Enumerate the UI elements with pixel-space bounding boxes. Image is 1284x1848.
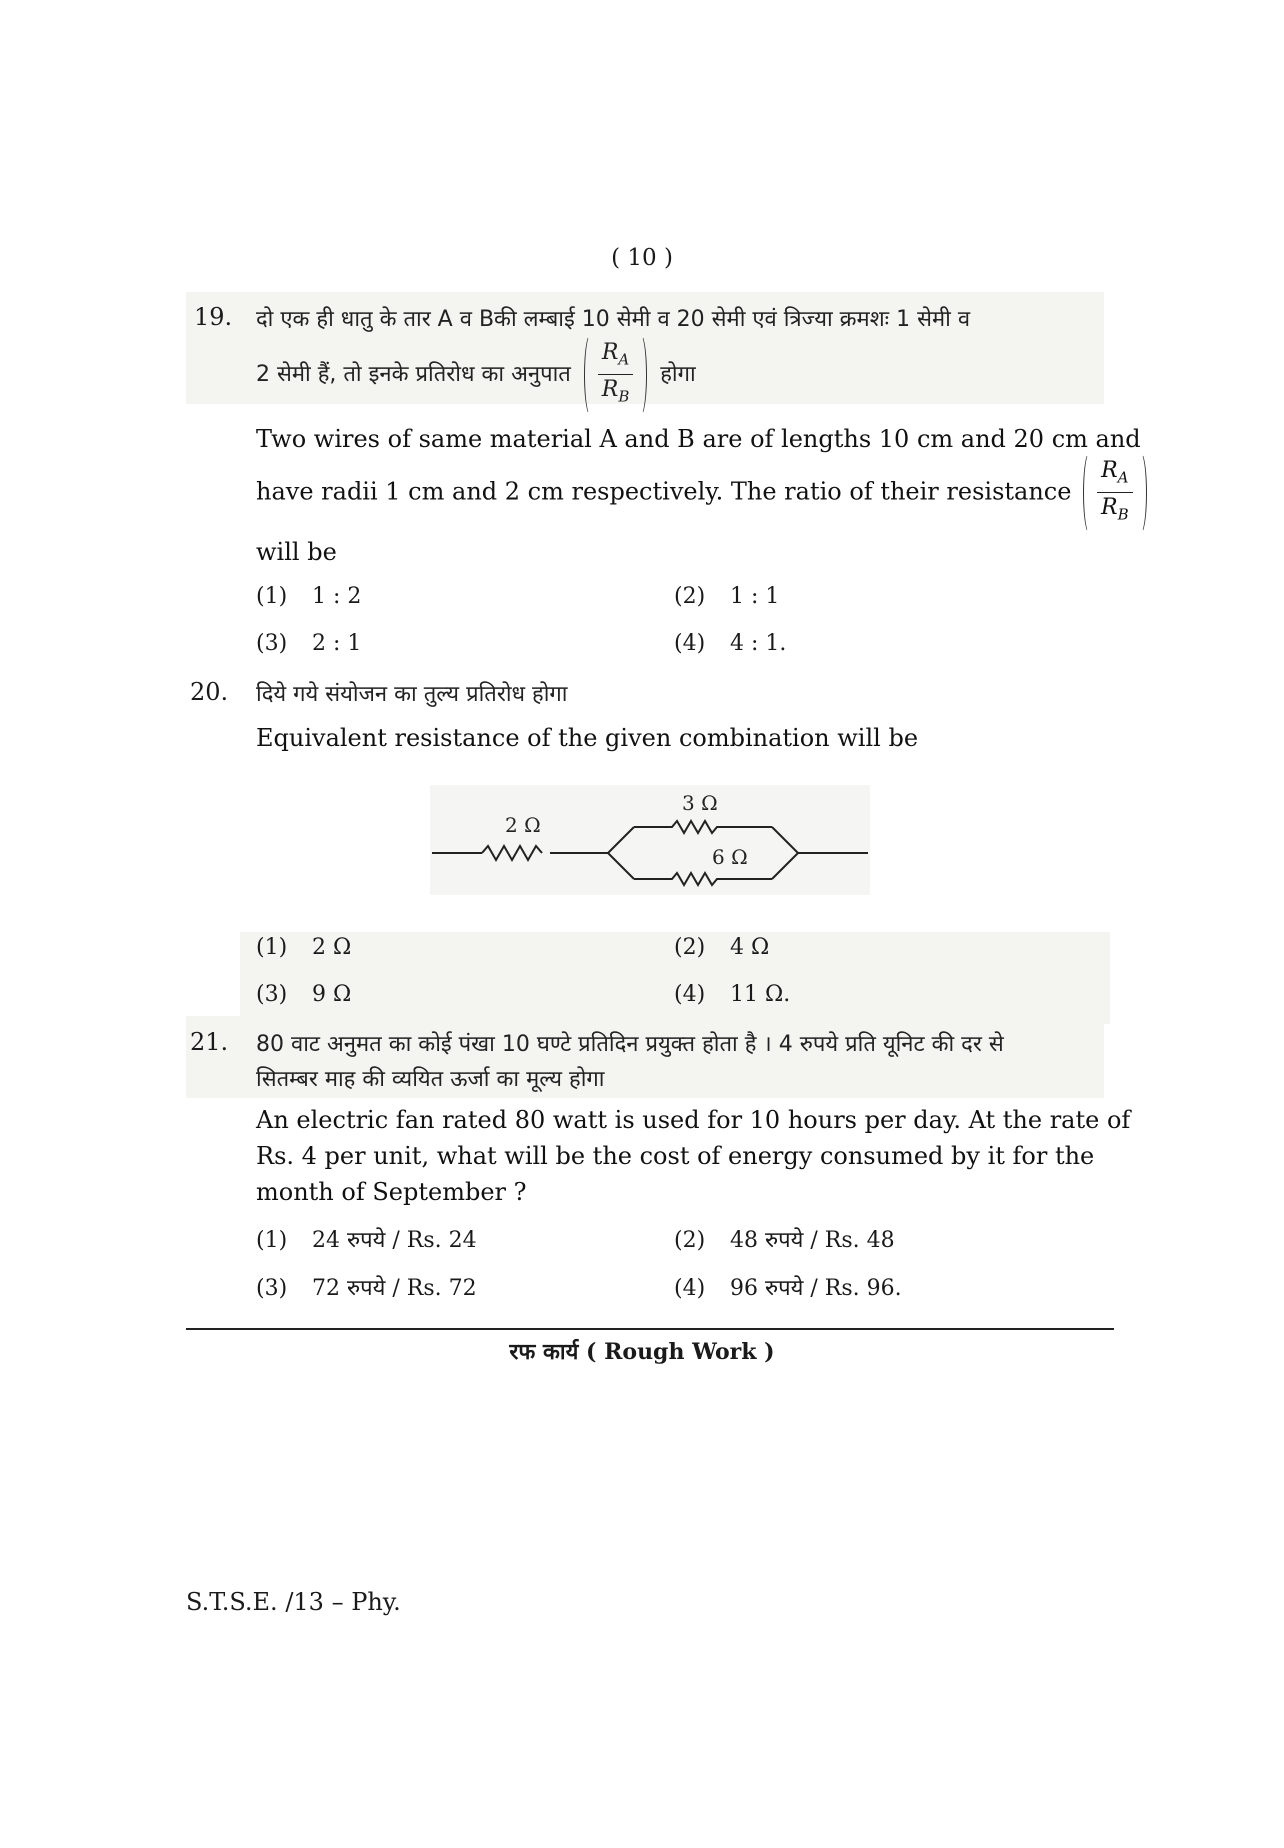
q19-english-line2 <box>256 458 1147 528</box>
q21-english-line3: month of September ? <box>256 1178 527 1206</box>
q21-option-3: (3) 72 रुपये / Rs. 72 <box>256 1276 477 1301</box>
q20-number: 20. <box>190 678 229 706</box>
q19-option-2: (2) 1 : 1 <box>674 584 780 609</box>
circuit-diagram <box>420 780 880 900</box>
q21-number: 21. <box>190 1028 229 1056</box>
rough-work-heading: रफ कार्य ( Rough Work ) <box>509 1339 775 1365</box>
q19-number: 19. <box>194 303 233 331</box>
q19-option-1: (1) 1 : 2 <box>256 584 362 609</box>
q21-hindi-line1: 80 वाट अनुमत का कोई पंखा 10 घण्टे प्रतिदिन प्रयुक्त होता है । 4 रुपये प्रति यूनिट की दर से <box>256 1032 1004 1057</box>
q20-option-3: (3) 9 Ω <box>256 982 352 1007</box>
q19-option-4: (4) 4 : 1. <box>674 631 787 656</box>
q19-english-line1: Two wires of same material A and B are of lengths 10 cm and 20 cm and <box>256 425 1141 453</box>
fraction-den-sub: B <box>618 387 630 406</box>
fraction-num-sub: A <box>1117 468 1129 487</box>
page-number: ( 10 ) <box>611 245 673 271</box>
q21-english-line2: Rs. 4 per unit, what will be the cost of energy consumed by it for the <box>256 1142 1095 1170</box>
q20-option-4: (4) 11 Ω. <box>674 982 791 1007</box>
footer-code: S.T.S.E. /13 – Phy. <box>186 1588 401 1616</box>
q19-english-line3: will be <box>256 538 337 566</box>
q19-hindi-line2-prefix: 2 सेमी हैं, तो इनके प्रतिरोध का अनुपात <box>256 361 571 387</box>
q21-option-4: (4) 96 रुपये / Rs. 96. <box>674 1276 902 1301</box>
fraction-num: R <box>1101 458 1118 483</box>
q21-hindi-line2: सितम्बर माह की व्ययित ऊर्जा का मूल्य होगा <box>256 1067 605 1092</box>
fraction-num-sub: A <box>618 350 630 369</box>
label-2-ohm: 2 Ω <box>505 813 541 837</box>
q19-hindi-line2-suffix: होगा <box>660 361 696 387</box>
q20-option-2: (2) 4 Ω <box>674 935 770 960</box>
divider-line <box>186 1328 1114 1330</box>
q19-option-3: (3) 2 : 1 <box>256 631 362 656</box>
fraction-den: R <box>1100 495 1118 521</box>
q19-english-line2-text: have radii 1 cm and 2 cm respectively. The ratio of their resistance <box>256 477 1072 506</box>
q20-english: Equivalent resistance of the given combination will be <box>256 724 919 752</box>
q19-hindi-line2 <box>256 340 696 410</box>
q20-hindi: दिये गये संयोजन का तुल्य प्रतिरोध होगा <box>256 682 568 707</box>
fraction-den-sub: B <box>1117 505 1129 524</box>
q20-option-1: (1) 2 Ω <box>256 935 352 960</box>
q19-ratio-fraction-hindi <box>584 340 647 410</box>
fraction-den: R <box>601 377 619 403</box>
q21-english-line1: An electric fan rated 80 watt is used for 10 hours per day. At the rate of <box>256 1106 1131 1134</box>
q19-ratio-fraction-english <box>1083 458 1146 528</box>
q19-hindi-line1: दो एक ही धातु के तार A व Bकी लम्बाई 10 सेमी व 20 सेमी एवं त्रिज्या क्रमशः 1 सेमी व <box>256 307 971 332</box>
q21-option-1: (1) 24 रुपये / Rs. 24 <box>256 1228 477 1253</box>
q21-option-2: (2) 48 रुपये / Rs. 48 <box>674 1228 895 1253</box>
label-3-ohm: 3 Ω <box>682 791 718 815</box>
fraction-num: R <box>601 340 619 365</box>
label-6-ohm: 6 Ω <box>712 845 748 869</box>
